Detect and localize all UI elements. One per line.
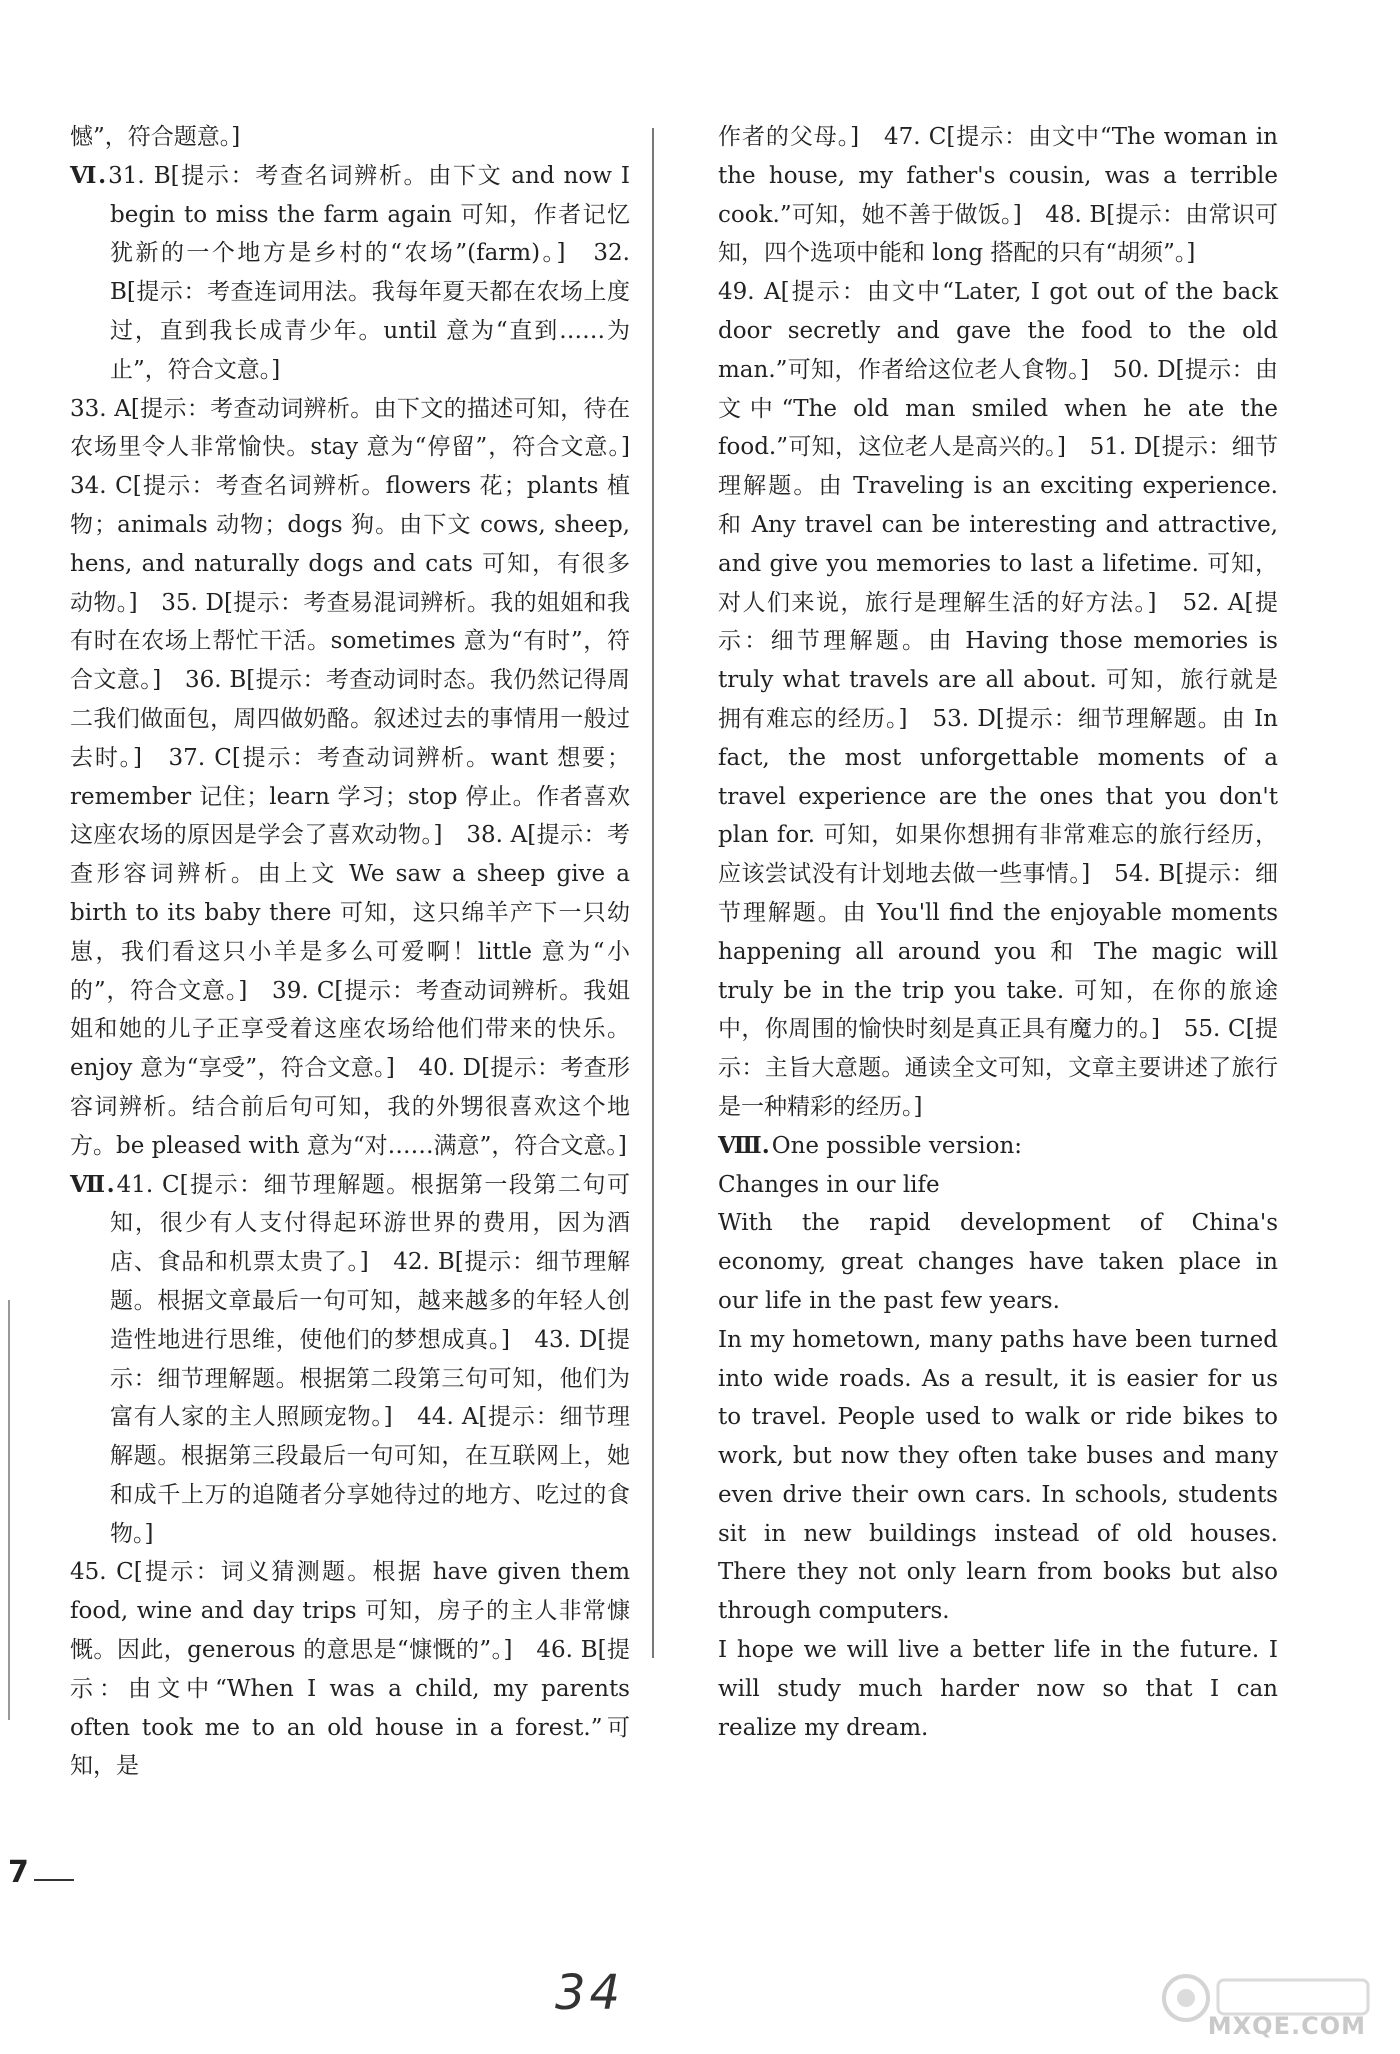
section-6-para-1: 31. B[提示：考查名词辨析。由下文 and now I begin to miss the farm again 可知，作者记忆犹新的一个地方是乡村的“农场”(farm)。] 32. B[提示：考查连词用法。我每年夏天都在农场上度过，直到我长成青少年。until 意为“直到……为止”，符合文意。] [108, 162, 630, 383]
right-para-1: 作者的父母。] 47. C[提示：由文中“The woman in the house, my father's cousin, was a terrible cook.”可知，她不善于做饭。] 48. B[提示：由常识可知，四个选项中能和 long 搭配的只有“胡须”。] [718, 124, 1278, 267]
page-number: 7 [8, 1855, 29, 1890]
section-7-para-1: 41. C[提示：细节理解题。根据第一段第二句可知，很少有人支付得起环游世界的费用，因为酒店、食品和机票太贵了。] 42. B[提示：细节理解题。根据文章最后一句可知，越来越多的年轻人创造性地进行思维，使他们的梦想成真。] 43. D[提示：细节理解题。根据第二段第三句可知，他们为富有人家的主人照顾宠物。] 44. A[提示：细节理解题。根据第三段最后一句可知，在互联网上，她和成千上万的追随者分享她待过的地方、吃过的食物。] [110, 1171, 630, 1547]
handwritten-page-number: 34 [555, 1965, 625, 2021]
section-8-intro: One possible version: [771, 1132, 1023, 1159]
section-7-label: Ⅶ. [70, 1170, 115, 1198]
section-7-answers [70, 1166, 630, 1554]
section-8-header [718, 1127, 1278, 1166]
column-divider [652, 128, 654, 1658]
right-column [718, 118, 1278, 1747]
watermark-logo [1146, 1966, 1386, 2046]
section-6-answers [70, 157, 630, 390]
section-6-label: Ⅵ. [70, 161, 107, 189]
left-column [70, 118, 653, 1786]
section-8-label: Ⅷ. [718, 1131, 770, 1159]
section-7-para-2: 45. C[提示：词义猜测题。根据 have given them food, wine and day trips 可知，房子的主人非常慷慨。因此，generous 的意思是“慷慨的”。] 46. B[提示：由文中“When I was a child, my parents often took me to an old house in a forest.”可知，是 [70, 1559, 630, 1780]
margin-line [8, 1300, 10, 1720]
essay-paragraph-3: I hope we will live a better life in the future. I will study much harder now so that I can realize my dream. [718, 1637, 1278, 1741]
section-6-para-2: 33. A[提示：考查动词辨析。由下文的描述可知，待在农场里令人非常愉快。stay 意为“停留”，符合文意。] 34. C[提示：考查名词辨析。flowers 花；plants 植物；animals 动物；dogs 狗。由下文 cows, sheep, hens, and naturally dogs and cats 可知，有很多动物。] 35. D[提示：考查易混词辨析。我的姐姐和我有时在农场上帮忙干活。sometimes 意为“有时”，符合文意。] 36. B[提示：考查动词时态。我仍然记得周二我们做面包，周四做奶酪。叙述过去的事情用一般过去时。] 37. C[提示：考查动词辨析。want 想要；remember 记住；learn 学习；stop 停止。作者喜欢这座农场的原因是学会了喜欢动物。] 38. A[提示：考查形容词辨析。由上文 We saw a sheep give a birth to its baby there 可知，这只绵羊产下一只幼崽，我们看这只小羊是多么可爱啊！little 意为“小的”，符合文意。] 39. C[提示：考查动词辨析。我姐姐和她的儿子正享受着这座农场给他们带来的快乐。enjoy 意为“享受”，符合文意。] 40. D[提示：考查形容词辨析。结合前后句可知，我的外甥很喜欢这个地方。be pleased with 意为“对……满意”，符合文意。] [70, 395, 653, 1159]
page-number-dash [34, 1879, 74, 1881]
essay-title: Changes in our life [718, 1171, 940, 1198]
right-para-2: 49. A[提示：由文中“Later, I got out of the back door secretly and gave the food to the old man.”可知，作者给这位老人食物。] 50. D[提示：由文中“The old man smiled when he ate the food.”可知，这位老人是高兴的。] 51. D[提示：细节理解题。由 Traveling is an exciting experience. 和 Any travel can be interesting and attractive, and give you memories to last a lifetime. 可知，对人们来说，旅行是理解生活的好方法。] 52. A[提示：细节理解题。由 Having those memories is truly what travels are all about. 可知，旅行就是拥有难忘的经历。] 53. D[提示：细节理解题。由 In fact, the most unforgettable moments of a travel experience are the ones that you don't plan for. 可知，如果你想拥有非常难忘的旅行经历，应该尝试没有计划地去做一些事情。] 54. B[提示：细节理解题。由 You'll find the enjoyable moments happening all around you 和 The magic will truly be in the trip you take. 可知，在你的旅途中，你周围的愉快时刻是真正具有魔力的。] 55. C[提示：主旨大意题。通读全文可知，文章主要讲述了旅行是一种精彩的经历。] [718, 279, 1278, 1120]
essay-paragraph-1: With the rapid development of China's economy, great changes have taken place in our life in the past few years. [718, 1210, 1278, 1314]
sample-essay [718, 1166, 1278, 1748]
watermark-site: MXQE.COM [1207, 2012, 1366, 2040]
essay-paragraph-2: In my hometown, many paths have been turned into wide roads. As a result, it is easier for us to travel. People used to walk or ride bikes to work, but now they often take buses and many even drive their own cars. In schools, students sit in new buildings instead of old houses. There they not only learn from books but also through computers. [718, 1326, 1278, 1625]
continued-text: 憾”，符合题意。] [70, 124, 241, 150]
